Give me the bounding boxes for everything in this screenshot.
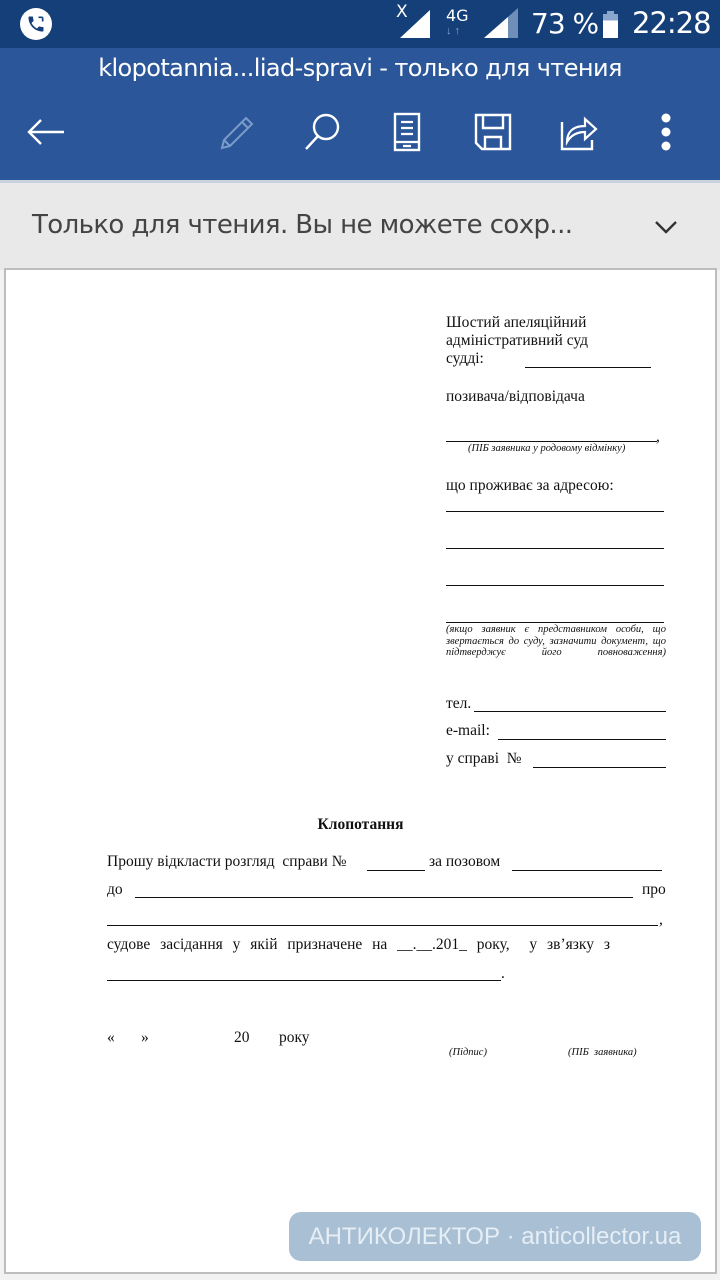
search-button[interactable] (298, 108, 346, 156)
name-comma: , (656, 428, 660, 445)
name-hint: (ПІБ заявника у родовому відмінку) (468, 443, 626, 454)
representative-blank (446, 622, 664, 623)
body-line-2a: до (107, 881, 123, 898)
status-bar (0, 0, 720, 48)
mobile-view-icon (392, 112, 422, 152)
phone-label: тел. (446, 695, 472, 712)
clock: 22:28 (632, 6, 711, 40)
case-number-blank (367, 870, 425, 871)
more-options-button[interactable] (642, 108, 690, 156)
document-title: klopotannia...liad-spravi - только для чтения (98, 54, 622, 82)
pencil-icon (216, 112, 256, 152)
court-name (446, 314, 668, 350)
network-type: 4G (446, 6, 469, 25)
watermark-badge: АНТИКОЛЕКТОР · anticollector.ua (289, 1212, 701, 1261)
sim1-label: X (396, 2, 408, 22)
read-only-message: Только для чтения. Вы не можете сохр... (32, 210, 573, 240)
document-page[interactable] (4, 268, 717, 1274)
document-heading: Клопотання (317, 816, 404, 833)
app-bar (0, 48, 720, 180)
case-blank (533, 767, 666, 768)
share-button[interactable] (555, 108, 603, 156)
date-year-prefix: 20 (234, 1029, 250, 1046)
subject-blank (107, 925, 658, 926)
battery-percent: 73 % (531, 7, 599, 40)
body-line-5-end: . (501, 965, 505, 982)
email-blank (498, 739, 666, 740)
judge-blank (525, 367, 651, 368)
body-line-1b: за позовом (429, 853, 501, 870)
save-icon (473, 112, 513, 152)
phone-blank (474, 711, 666, 712)
date-quote-open: « (107, 1029, 115, 1046)
email-label: e-mail: (446, 722, 490, 739)
signature-hint: (Підпис) (449, 1047, 487, 1058)
body-line-4: судове засідання у якій призначене на __.__.201_ року, у зв’язку з (107, 936, 610, 953)
phone-in-call-icon (20, 8, 52, 40)
body-line-3-end: , (659, 911, 663, 928)
body-line-2b: про (642, 881, 666, 898)
battery-icon (603, 11, 618, 38)
date-quote-close: » (141, 1029, 149, 1046)
court-line-1: Шостий апеляційний (446, 314, 587, 331)
search-icon (302, 112, 342, 152)
signal-sim1-icon (396, 10, 430, 38)
judge-label: судді: (446, 350, 484, 367)
address-blank-3 (446, 585, 664, 586)
applicant-name-hint: (ПІБ заявника) (568, 1047, 637, 1058)
data-activity-icon: ↓↑ (446, 25, 463, 37)
more-vert-icon (660, 112, 672, 152)
name-blank (446, 441, 657, 442)
read-only-banner[interactable] (0, 180, 720, 270)
address-blank-2 (446, 548, 664, 549)
address-blank-1 (446, 511, 664, 512)
chevron-down-icon[interactable] (648, 209, 684, 245)
save-button[interactable] (469, 108, 517, 156)
claim-blank (512, 870, 662, 871)
case-label: у справі № (446, 750, 522, 767)
signal-sim2-icon (484, 8, 518, 38)
body-line-1a: Прошу відкласти розгляд справи № (107, 853, 347, 870)
representative-hint: (якщо заявник є представником особи, що звертається до суду, зазначити документ, що підтверджує його повноваження) (446, 624, 666, 658)
address-label: що проживає за адресою: (446, 477, 614, 494)
back-arrow-icon (26, 117, 66, 147)
date-year-word: року (279, 1029, 310, 1046)
party-label: позивача/відповідача (446, 388, 585, 405)
back-button[interactable] (22, 108, 70, 156)
court-line-2: адміністративний суд (446, 332, 589, 349)
reason-blank (107, 980, 501, 981)
defendant-blank (135, 897, 633, 898)
mobile-view-button[interactable] (383, 108, 431, 156)
edit-button[interactable] (212, 108, 260, 156)
share-icon (559, 112, 599, 152)
